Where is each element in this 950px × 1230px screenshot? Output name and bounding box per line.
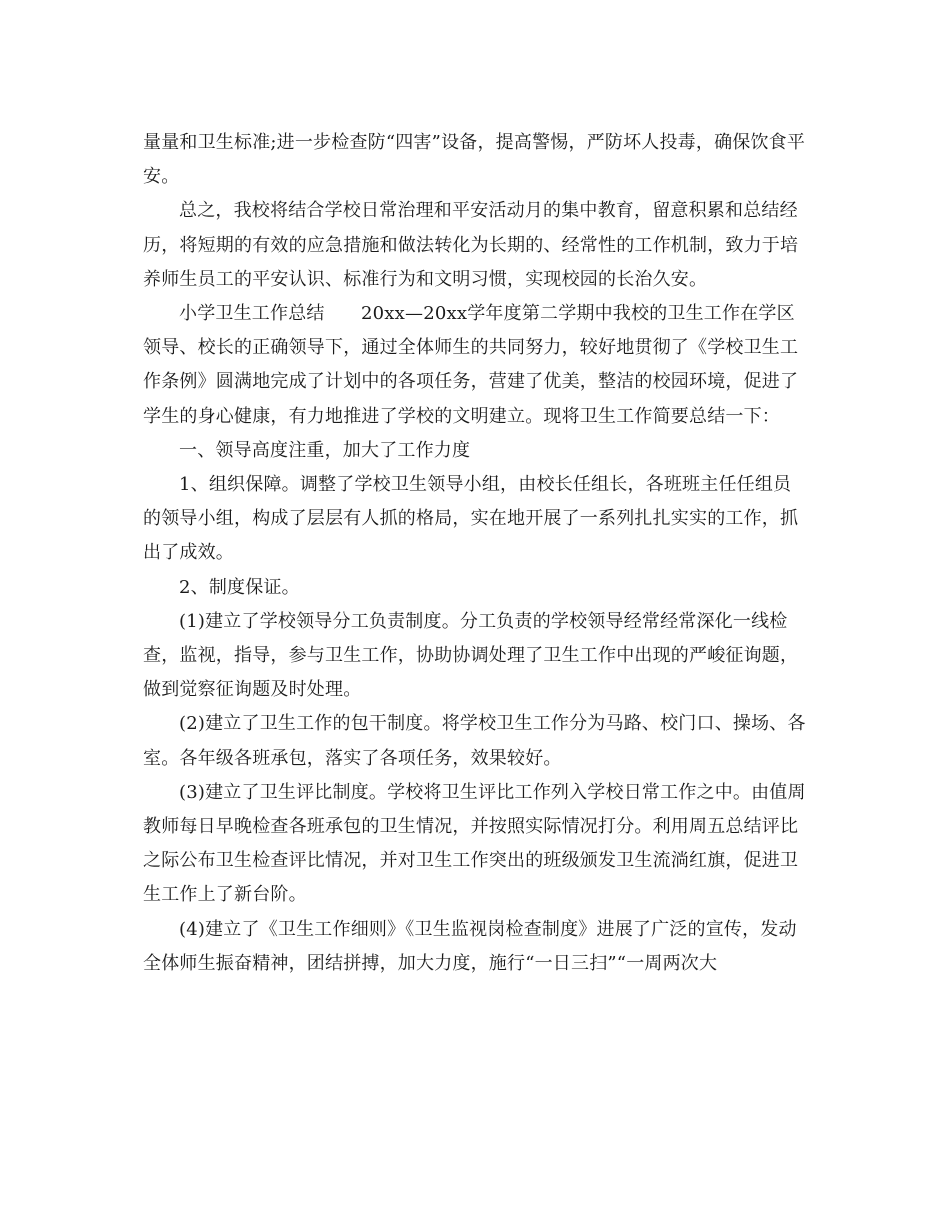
document-body (143, 126, 808, 981)
paragraph-food-safety: 量量和卫生标准;进一步检查防“四害”设备，提高警惕，严防坏人投毒，确保饮食平安。 (143, 132, 806, 188)
paragraph-organization: 1、组织保障。调整了学校卫生领导小组，由校长任组长，各班班主任任组员的领导小组，构成了层层有人抓的格局，实在地开展了一系列扎扎实实的工作，抓出了成效。 (143, 474, 799, 564)
paragraph-hygiene-summary-intro: 小学卫生工作总结 20xx—20xx学年度第二学期中我校的卫生工作在学区领导、校长的正确领导下，通过全体师生的共同努力，较好地贯彻了《学校卫生工作条例》圆满地完成了计划中的各项任务，营建了优美，整洁的校园环境，促进了学生的身心健康，有力地推进了学校的文明建立。现将卫生工作简要总结一下： (143, 303, 799, 427)
paragraph-item-3: (3)建立了卫生评比制度。学校将卫生评比工作列入学校日常工作之中。由值周教师每日早晚检查各班承包的卫生情况，并按照实际情况打分。利用周五总结评比之际公布卫生检查评比情况，并对卫生工作突出的班级颁发卫生流淌红旗，促进卫生工作上了新台阶。 (143, 781, 806, 906)
section-heading-leadership: 一、领导高度注重，加大了工作力度 (179, 439, 471, 461)
paragraph-summary: 总之，我校将结合学校日常治理和平安活动月的集中教育，留意积累和总结经历，将短期的有效的应急措施和做法转化为长期的、经常性的工作机制，致力于培养师生员工的平安认识、标准行为和文明习惯，实现校园的长治久安。 (143, 200, 799, 290)
paragraph-system-guarantee: 2、制度保证。 (179, 576, 300, 598)
paragraph-item-2: (2)建立了卫生工作的包干制度。将学校卫生工作分为马路、校门口、操场、各室。各年级各班承包，落实了各项任务，效果较好。 (143, 713, 806, 769)
paragraph-item-4: (4)建立了《卫生工作细则》《卫生监视岗检查制度》进展了广泛的宣传，发动全体师生振奋精神，团结拼搏，加大力度，施行“一日三扫”“一周两次大 (143, 918, 797, 974)
paragraph-item-1: (1)建立了学校领导分工负责制度。分工负责的学校领导经常经常深化一线检查，监视，指导，参与卫生工作，协助协调处理了卫生工作中出现的严峻征询题，做到觉察征询题及时处理。 (143, 610, 799, 701)
